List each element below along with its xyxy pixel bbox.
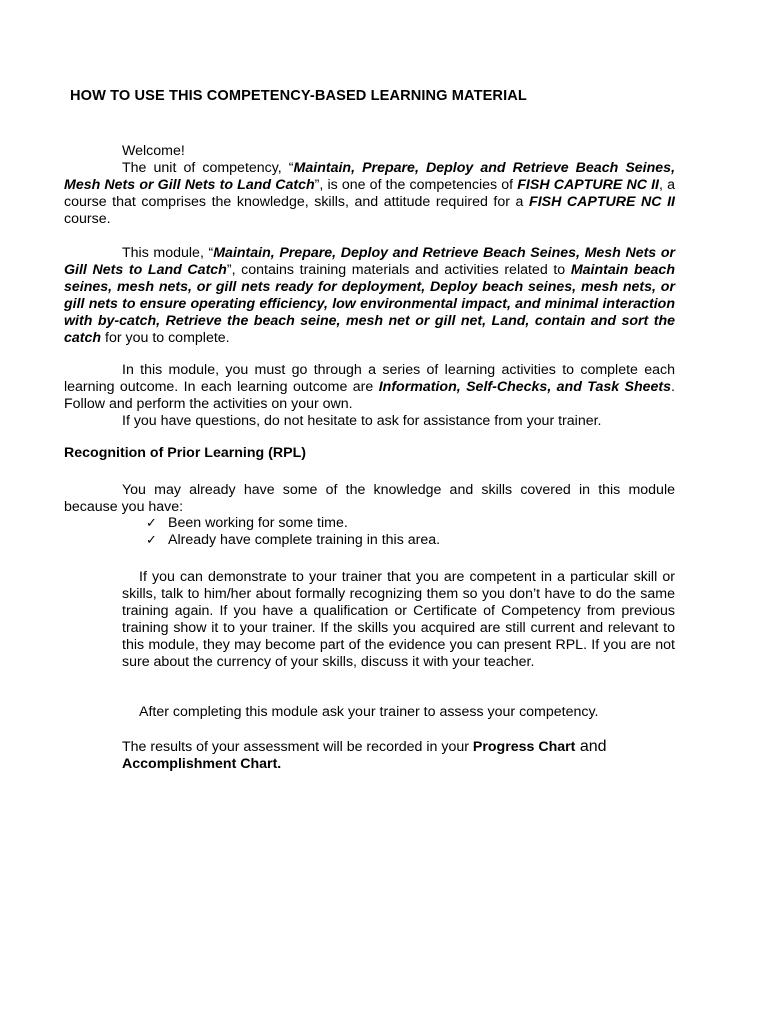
text-run: course. — [64, 211, 111, 227]
list-item-text: Already have complete training in this area. — [168, 532, 441, 548]
progress-chart-label: Progress Chart — [472, 739, 576, 755]
qualification-name: FISH CAPTURE NC II — [517, 177, 659, 193]
text-run: In this module, you must go through a series of learning activities to complete each learning outcome. In each learning outcome are — [64, 362, 675, 395]
page-title: HOW TO USE THIS COMPETENCY-BASED LEARNING MATERIAL — [70, 88, 527, 104]
questions-text: If you have questions, do not hesitate to ask for assistance from your trainer. — [122, 413, 602, 429]
accomplishment-chart-label: Accomplishment Chart. — [122, 756, 282, 772]
rpl-heading: Recognition of Prior Learning (RPL) — [64, 445, 306, 461]
text-run: and — [575, 738, 607, 755]
list-item — [146, 532, 440, 549]
rpl-lead-text: You may already have some of the knowledge and skills covered in this module because you have: — [64, 482, 675, 515]
activities-paragraph — [64, 362, 675, 413]
check-icon: ✓ — [146, 516, 157, 531]
results-paragraph — [122, 738, 675, 773]
rpl-demonstrate-paragraph: If you can demonstrate to your trainer that you are competent in a particular skill or skills, talk to him/her about formally recognizing them so you don’t have to do the same training again. If you have a qualification or Certificate of Competency from previous training show it to your trainer. If the skills you acquired are still current and relevant to this module, they may become part of the evidence you can present RPL. If you are not sure about the currency of your skills, discuss it with your teacher. — [122, 569, 675, 670]
text-run: The unit of competency, “ — [122, 160, 294, 176]
text-run: for you to complete. — [101, 330, 230, 346]
module-paragraph — [64, 245, 675, 347]
module-section — [64, 245, 675, 347]
after-completing-text: After completing this module ask your trainer to assess your competency. — [139, 704, 599, 720]
check-icon: ✓ — [146, 533, 157, 548]
activities-section — [64, 362, 675, 430]
module-name: Maintain, Prepare, Deploy and Retrieve Beach Seines, Mesh Nets or Gill Nets to Land Catch — [64, 245, 676, 278]
welcome-text: Welcome! — [122, 143, 185, 159]
text-run: This module, “ — [122, 245, 214, 261]
text-run: ”, contains training materials and activities related to — [226, 262, 571, 278]
rpl-lead — [64, 482, 675, 516]
text-run: ”, is one of the competencies of — [314, 177, 518, 193]
activity-items: Information, Self-Checks, and Task Sheets — [378, 379, 672, 395]
list-item — [146, 515, 440, 532]
intro-section — [64, 143, 675, 228]
rpl-checklist — [146, 515, 440, 549]
unit-title: Maintain, Prepare, Deploy and Retrieve Beach Seines, Mesh Nets or Gill Nets to Land Catch — [64, 160, 676, 193]
text-run: , a course that comprises the knowledge, skills, and attitude required for a — [64, 177, 675, 210]
module-topics: Maintain beach seines, mesh nets, or gill nets ready for deployment, Deploy beach seines, mesh nets, or gill nets to ensure operating efficiency, low environmental impact, and minimal interaction with by-catch, Retrieve the beach seine, mesh net or gill net, Land, contain and sort the catch — [64, 262, 675, 346]
text-run: The results of your assessment will be recorded in your — [122, 739, 473, 755]
qualification-name: FISH CAPTURE NC II — [529, 194, 675, 210]
unit-paragraph — [64, 160, 675, 228]
list-item-text: Been working for some time. — [168, 515, 348, 531]
text-run: . Follow and perform the activities on your own. — [64, 379, 675, 412]
